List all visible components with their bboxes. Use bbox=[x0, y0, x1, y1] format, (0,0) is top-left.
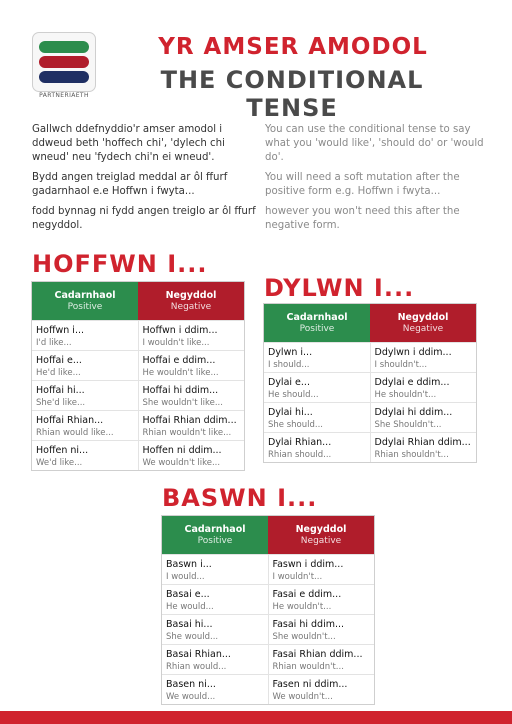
welsh-phrase: Hoffwn i... bbox=[36, 325, 85, 336]
table-row bbox=[264, 432, 476, 462]
welsh-phrase: Basen ni... bbox=[166, 679, 216, 690]
positive-cell bbox=[162, 675, 268, 704]
negative-cell bbox=[268, 645, 375, 674]
positive-header bbox=[264, 304, 370, 342]
positive-cell bbox=[32, 321, 138, 350]
english-translation: We'd like... bbox=[36, 458, 83, 468]
english-translation: I should... bbox=[268, 360, 310, 370]
negative-cell bbox=[138, 411, 245, 440]
welsh-phrase: Hoffai hi ddim... bbox=[142, 385, 219, 396]
intro-welsh-paragraph: Bydd angen treiglad meddal ar ôl ffurf gadarnhaol e.e Hoffwn i fwyta... bbox=[32, 172, 228, 197]
english-translation: She wouldn't like... bbox=[142, 398, 223, 408]
negative-cell bbox=[138, 441, 245, 470]
logo-blue-stripe bbox=[39, 71, 89, 83]
negative-cell bbox=[268, 615, 375, 644]
intro-english-paragraph: You can use the conditional tense to say what you 'would like', 'should do' or 'would do'. bbox=[265, 124, 484, 163]
intro-english-paragraph: You will need a soft mutation after the positive form e.g. Hoffwn i fwyta... bbox=[265, 172, 460, 197]
table-row bbox=[162, 554, 374, 584]
positive-header-welsh: Cadarnhaol bbox=[184, 524, 246, 535]
dylwn-heading: DYLWN I... bbox=[264, 274, 415, 302]
negative-header-welsh: Negyddol bbox=[397, 312, 449, 323]
positive-cell bbox=[264, 403, 370, 432]
partneriaeth-logo bbox=[32, 32, 96, 100]
positive-header-welsh: Cadarnhaol bbox=[286, 312, 348, 323]
welsh-phrase: Fasai hi ddim... bbox=[272, 619, 345, 630]
positive-cell bbox=[32, 441, 138, 470]
welsh-phrase: Hoffai e ddim... bbox=[142, 355, 216, 366]
welsh-phrase: Hoffai Rhian ddim... bbox=[142, 415, 237, 426]
english-translation: Rhian would... bbox=[166, 662, 227, 672]
logo-red-stripe bbox=[39, 56, 89, 68]
welsh-phrase: Basai hi... bbox=[166, 619, 213, 630]
table-row bbox=[264, 342, 476, 372]
negative-cell bbox=[268, 585, 375, 614]
negative-cell bbox=[370, 343, 477, 372]
negative-header bbox=[138, 282, 244, 320]
intro-welsh bbox=[32, 123, 257, 239]
welsh-phrase: Faswn i ddim... bbox=[272, 559, 344, 570]
table-header bbox=[32, 282, 244, 320]
intro-welsh-paragraph: fodd bynnag ni fydd angen treiglo ar ôl ffurf negyddol. bbox=[32, 206, 256, 231]
welsh-phrase: Baswn i... bbox=[166, 559, 212, 570]
english-translation: We would... bbox=[166, 692, 216, 702]
negative-header-english: Negative bbox=[402, 324, 444, 334]
negative-cell bbox=[138, 321, 245, 350]
welsh-phrase: Dylai e... bbox=[268, 377, 310, 388]
title-welsh: YR AMSER AMODOL bbox=[158, 34, 428, 60]
negative-cell bbox=[268, 675, 375, 704]
dylwn-table bbox=[263, 303, 477, 463]
welsh-phrase: Fasai e ddim... bbox=[272, 589, 342, 600]
intro-welsh-paragraph: Gallwch ddefnyddio'r amser amodol i ddweud beth 'hoffech chi', 'dylech chi wneud' neu 'fydech chi'n ei wneud'. bbox=[32, 124, 225, 163]
welsh-phrase: Dylwn i... bbox=[268, 347, 313, 358]
positive-header bbox=[32, 282, 138, 320]
welsh-phrase: Ddylwn i ddim... bbox=[374, 347, 452, 358]
welsh-phrase: Hoffai e... bbox=[36, 355, 82, 366]
table-header bbox=[162, 516, 374, 554]
logo-green-stripe bbox=[39, 41, 89, 53]
english-translation: She should... bbox=[268, 420, 323, 430]
negative-header bbox=[370, 304, 476, 342]
welsh-phrase: Hoffai Rhian... bbox=[36, 415, 104, 426]
table-row bbox=[264, 402, 476, 432]
english-translation: We wouldn't... bbox=[272, 692, 333, 702]
welsh-phrase: Dylai Rhian... bbox=[268, 437, 332, 448]
welsh-phrase: Dylai hi... bbox=[268, 407, 313, 418]
english-translation: She would... bbox=[166, 632, 219, 642]
hoffwn-table bbox=[31, 281, 245, 471]
positive-header-english: Positive bbox=[67, 302, 103, 312]
english-translation: I wouldn't like... bbox=[142, 338, 210, 348]
table-row bbox=[162, 614, 374, 644]
welsh-phrase: Basai e... bbox=[166, 589, 210, 600]
english-translation: Rhian wouldn't... bbox=[272, 662, 344, 672]
negative-header bbox=[268, 516, 374, 554]
hoffwn-heading: HOFFWN I... bbox=[32, 250, 208, 278]
table-row bbox=[32, 320, 244, 350]
positive-cell bbox=[32, 381, 138, 410]
welsh-phrase: Hoffen ni... bbox=[36, 445, 89, 456]
english-translation: I wouldn't... bbox=[272, 572, 323, 582]
welsh-phrase: Fasen ni ddim... bbox=[272, 679, 348, 690]
positive-cell bbox=[264, 343, 370, 372]
logo-text: PARTNERIAETH bbox=[39, 92, 89, 99]
english-translation: I'd like... bbox=[36, 338, 72, 348]
welsh-phrase: Hoffai hi... bbox=[36, 385, 85, 396]
welsh-phrase: Ddylai e ddim... bbox=[374, 377, 450, 388]
english-translation: Rhian should... bbox=[268, 450, 332, 460]
positive-header bbox=[162, 516, 268, 554]
english-translation: Rhian wouldn't like... bbox=[142, 428, 232, 438]
positive-cell bbox=[264, 433, 370, 462]
table-row bbox=[264, 372, 476, 402]
table-row bbox=[162, 674, 374, 704]
english-translation: Rhian shouldn't... bbox=[374, 450, 449, 460]
negative-cell bbox=[268, 555, 375, 584]
negative-cell bbox=[370, 433, 477, 462]
logo-badge bbox=[32, 32, 96, 92]
english-translation: I would... bbox=[166, 572, 205, 582]
intro-english bbox=[265, 123, 485, 239]
english-translation: We wouldn't like... bbox=[142, 458, 221, 468]
baswn-table bbox=[161, 515, 375, 705]
footer-bar bbox=[0, 711, 512, 724]
english-translation: He shouldn't... bbox=[374, 390, 437, 400]
table-header bbox=[264, 304, 476, 342]
english-translation: She'd like... bbox=[36, 398, 86, 408]
negative-header-english: Negative bbox=[300, 536, 342, 546]
positive-cell bbox=[162, 645, 268, 674]
positive-cell bbox=[32, 351, 138, 380]
table-row bbox=[32, 350, 244, 380]
intro-english-paragraph: however you won't need this after the negative form. bbox=[265, 206, 460, 231]
english-translation: He'd like... bbox=[36, 368, 81, 378]
english-translation: I shouldn't... bbox=[374, 360, 428, 370]
baswn-heading: BASWN I... bbox=[162, 484, 318, 512]
table-row bbox=[32, 380, 244, 410]
welsh-phrase: Basai Rhian... bbox=[166, 649, 231, 660]
negative-cell bbox=[138, 381, 245, 410]
title-english: THE CONDITIONAL TENSE bbox=[160, 66, 424, 122]
negative-cell bbox=[370, 373, 477, 402]
english-translation: She wouldn't... bbox=[272, 632, 336, 642]
positive-header-welsh: Cadarnhaol bbox=[54, 290, 116, 301]
welsh-phrase: Hoffen ni ddim... bbox=[142, 445, 222, 456]
english-translation: He wouldn't like... bbox=[142, 368, 219, 378]
positive-header-english: Positive bbox=[197, 536, 233, 546]
negative-header-welsh: Negyddol bbox=[165, 290, 217, 301]
welsh-phrase: Ddylai hi ddim... bbox=[374, 407, 453, 418]
positive-header-english: Positive bbox=[299, 324, 335, 334]
welsh-phrase: Ddylai Rhian ddim... bbox=[374, 437, 471, 448]
table-row bbox=[162, 644, 374, 674]
positive-cell bbox=[32, 411, 138, 440]
table-row bbox=[32, 440, 244, 470]
negative-header-welsh: Negyddol bbox=[295, 524, 347, 535]
negative-cell bbox=[138, 351, 245, 380]
welsh-phrase: Fasai Rhian ddim... bbox=[272, 649, 363, 660]
english-translation: She Shouldn't... bbox=[374, 420, 442, 430]
english-translation: He would... bbox=[166, 602, 214, 612]
english-translation: He wouldn't... bbox=[272, 602, 332, 612]
positive-cell bbox=[162, 585, 268, 614]
negative-header-english: Negative bbox=[170, 302, 212, 312]
positive-cell bbox=[162, 555, 268, 584]
positive-cell bbox=[162, 615, 268, 644]
negative-cell bbox=[370, 403, 477, 432]
table-row bbox=[162, 584, 374, 614]
table-row bbox=[32, 410, 244, 440]
positive-cell bbox=[264, 373, 370, 402]
english-translation: Rhian would like... bbox=[36, 428, 114, 438]
welsh-phrase: Hoffwn i ddim... bbox=[142, 325, 218, 336]
english-translation: He should... bbox=[268, 390, 319, 400]
